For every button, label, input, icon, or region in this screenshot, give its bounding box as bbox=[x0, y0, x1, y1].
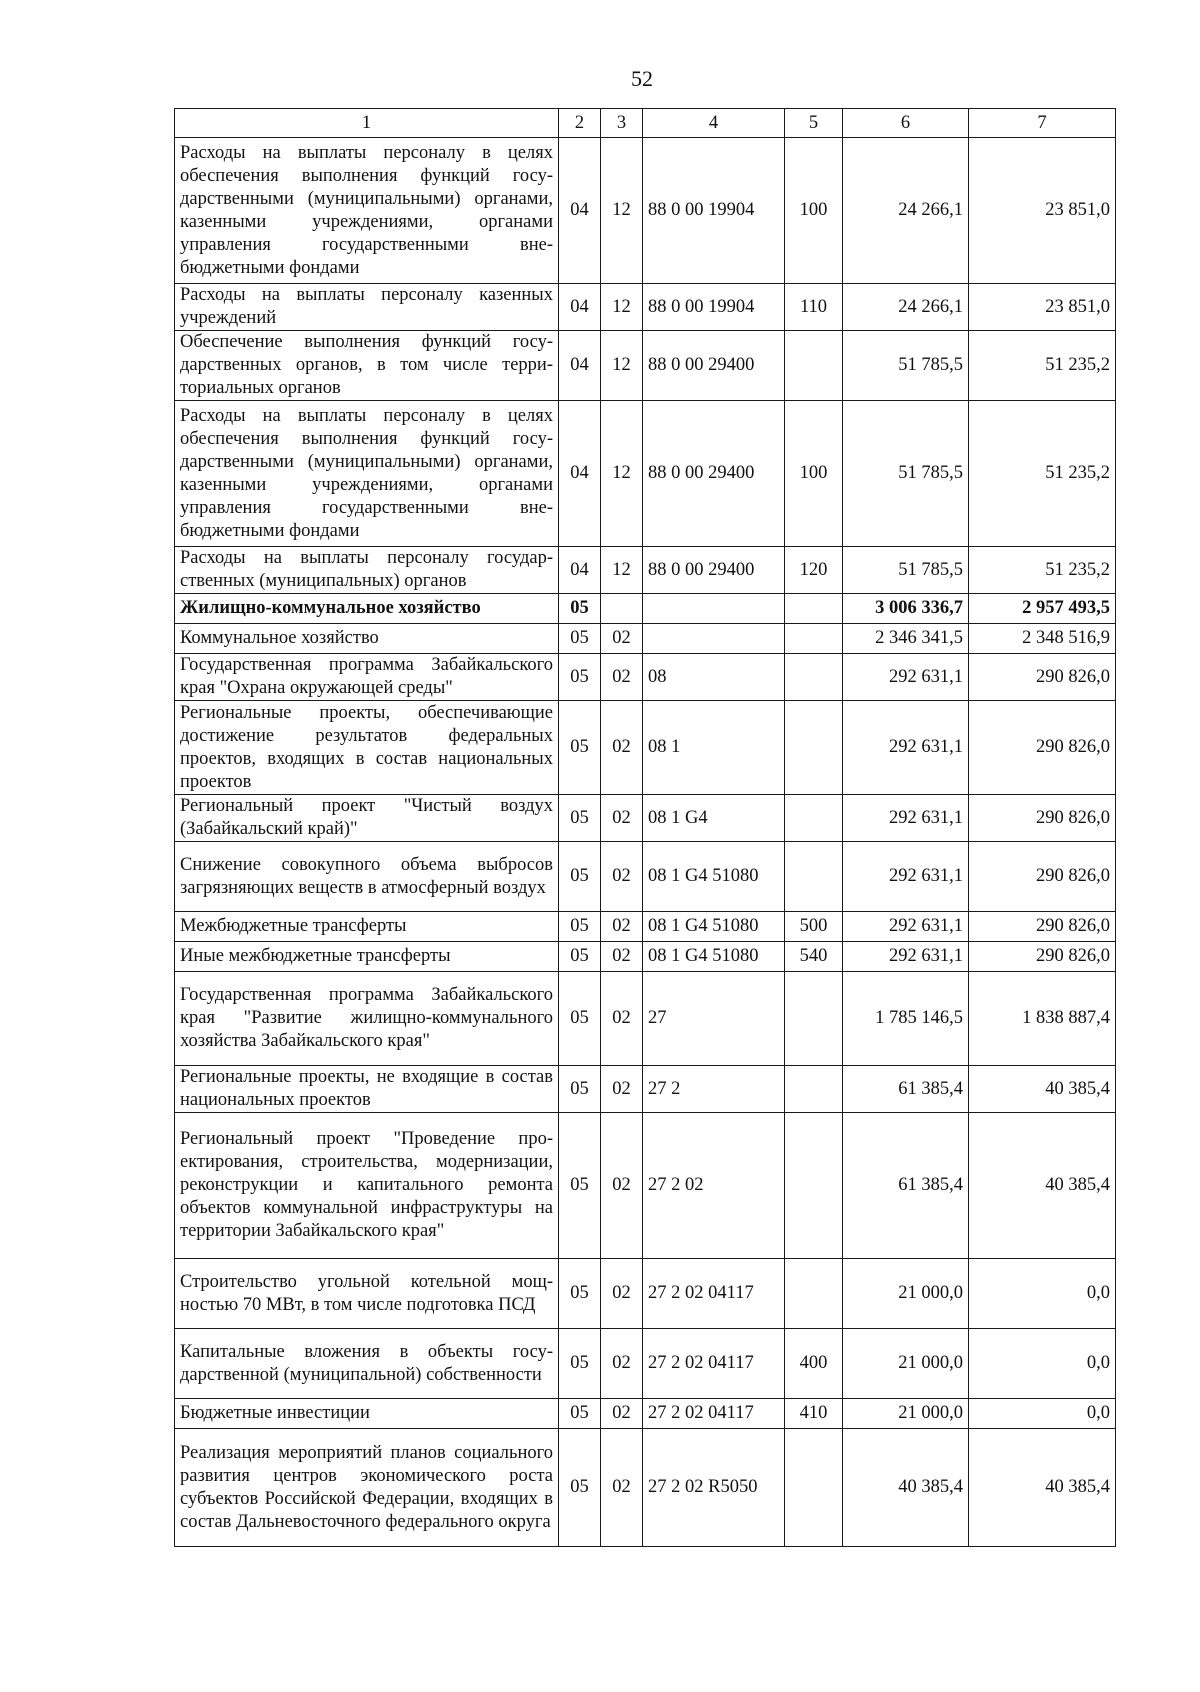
amount-year1-cell: 24 266,1 bbox=[843, 138, 969, 284]
expense-type-cell: 110 bbox=[785, 284, 843, 331]
row-name-cell: Строительство угольной котельной мощностью 70 МВт, в том числе подготовка ПСД bbox=[175, 1259, 559, 1329]
target-article-cell: 88 0 00 29400 bbox=[643, 331, 785, 401]
expense-type-cell: 410 bbox=[785, 1399, 843, 1429]
expense-type-cell: 400 bbox=[785, 1329, 843, 1399]
amount-year1-cell: 51 785,5 bbox=[843, 401, 969, 547]
expense-type-cell bbox=[785, 701, 843, 795]
target-article-cell: 27 2 02 bbox=[643, 1113, 785, 1259]
amount-year1-cell: 3 006 336,7 bbox=[843, 594, 969, 624]
target-article-cell: 27 bbox=[643, 972, 785, 1066]
table-row bbox=[175, 972, 1116, 1066]
section-code-cell: 05 bbox=[559, 701, 601, 795]
section-code-cell: 04 bbox=[559, 284, 601, 331]
section-code-cell: 05 bbox=[559, 912, 601, 942]
amount-year1-cell: 292 631,1 bbox=[843, 842, 969, 912]
header-cell: 1 bbox=[175, 109, 559, 138]
amount-year2-cell: 2 957 493,5 bbox=[969, 594, 1116, 624]
expense-type-cell bbox=[785, 1113, 843, 1259]
section-code-cell: 04 bbox=[559, 138, 601, 284]
subsection-code-cell: 12 bbox=[601, 401, 643, 547]
target-article-cell: 08 bbox=[643, 654, 785, 701]
row-name-cell: Бюджетные инвестиции bbox=[175, 1399, 559, 1429]
amount-year2-cell: 2 348 516,9 bbox=[969, 624, 1116, 654]
header-cell: 7 bbox=[969, 109, 1116, 138]
subsection-code-cell: 12 bbox=[601, 547, 643, 594]
section-code-cell: 05 bbox=[559, 1429, 601, 1547]
amount-year1-cell: 292 631,1 bbox=[843, 912, 969, 942]
amount-year1-cell: 61 385,4 bbox=[843, 1113, 969, 1259]
table-row bbox=[175, 701, 1116, 795]
budget-table bbox=[174, 108, 1116, 1547]
amount-year2-cell: 51 235,2 bbox=[969, 331, 1116, 401]
expense-type-cell bbox=[785, 594, 843, 624]
amount-year2-cell: 290 826,0 bbox=[969, 842, 1116, 912]
table-row bbox=[175, 842, 1116, 912]
subsection-code-cell: 02 bbox=[601, 1113, 643, 1259]
expense-type-cell bbox=[785, 624, 843, 654]
expense-type-cell: 100 bbox=[785, 401, 843, 547]
row-name-cell: Расходы на выплаты персоналу в целях обеспечения выполнения функций государственными (муниципальными) органами, казенными учреждениями, органами управления государственными внебюджетными фондами bbox=[175, 401, 559, 547]
target-article-cell: 08 1 G4 bbox=[643, 795, 785, 842]
amount-year2-cell: 23 851,0 bbox=[969, 284, 1116, 331]
table-row bbox=[175, 795, 1116, 842]
amount-year2-cell: 290 826,0 bbox=[969, 795, 1116, 842]
subsection-code-cell: 02 bbox=[601, 1429, 643, 1547]
row-name-cell: Государственная программа Забайкальского края "Развитие жилищно-коммунального хозяйства Забайкальского края" bbox=[175, 972, 559, 1066]
target-article-cell: 27 2 02 04117 bbox=[643, 1329, 785, 1399]
table-row bbox=[175, 1329, 1116, 1399]
section-code-cell: 05 bbox=[559, 594, 601, 624]
section-code-cell: 05 bbox=[559, 654, 601, 701]
amount-year2-cell: 290 826,0 bbox=[969, 654, 1116, 701]
row-name-cell: Реализация мероприятий планов социального развития центров экономического роста субъектов Российской Федерации, входящих в состав Дальневосточного федерального округа bbox=[175, 1429, 559, 1547]
subsection-code-cell: 02 bbox=[601, 795, 643, 842]
subsection-code-cell: 02 bbox=[601, 1399, 643, 1429]
amount-year1-cell: 51 785,5 bbox=[843, 547, 969, 594]
expense-type-cell: 100 bbox=[785, 138, 843, 284]
amount-year2-cell: 290 826,0 bbox=[969, 942, 1116, 972]
target-article-cell bbox=[643, 624, 785, 654]
subsection-code-cell: 02 bbox=[601, 701, 643, 795]
header-row bbox=[175, 109, 1116, 138]
subsection-code-cell: 02 bbox=[601, 654, 643, 701]
target-article-cell: 27 2 02 04117 bbox=[643, 1259, 785, 1329]
amount-year2-cell: 51 235,2 bbox=[969, 401, 1116, 547]
row-name-cell: Региональный проект "Чистый воздух (Забайкальский край)" bbox=[175, 795, 559, 842]
subsection-code-cell: 02 bbox=[601, 972, 643, 1066]
section-code-cell: 05 bbox=[559, 972, 601, 1066]
header-cell: 6 bbox=[843, 109, 969, 138]
row-name-cell: Расходы на выплаты персоналу в целях обеспечения выполнения функций государственными (муниципальными) органами, казенными учреждениями, органами управления государственными внебюджетными фондами bbox=[175, 138, 559, 284]
target-article-cell: 08 1 G4 51080 bbox=[643, 942, 785, 972]
amount-year1-cell: 61 385,4 bbox=[843, 1066, 969, 1113]
amount-year1-cell: 21 000,0 bbox=[843, 1259, 969, 1329]
table-row bbox=[175, 624, 1116, 654]
subsection-code-cell: 02 bbox=[601, 1259, 643, 1329]
expense-type-cell bbox=[785, 331, 843, 401]
section-code-cell: 04 bbox=[559, 547, 601, 594]
target-article-cell: 88 0 00 19904 bbox=[643, 284, 785, 331]
amount-year1-cell: 1 785 146,5 bbox=[843, 972, 969, 1066]
amount-year1-cell: 21 000,0 bbox=[843, 1399, 969, 1429]
row-name-cell: Расходы на выплаты персоналу государственных (муниципальных) органов bbox=[175, 547, 559, 594]
amount-year1-cell: 292 631,1 bbox=[843, 795, 969, 842]
row-name-cell: Региональный проект "Проведение проектирования, строительства, модернизации, реконструкции и капитального ремонта объектов коммунальной инфраструктуры на территории Забайкальского края" bbox=[175, 1113, 559, 1259]
table-row bbox=[175, 138, 1116, 284]
amount-year2-cell: 290 826,0 bbox=[969, 912, 1116, 942]
amount-year2-cell: 0,0 bbox=[969, 1259, 1116, 1329]
subsection-code-cell: 02 bbox=[601, 942, 643, 972]
subsection-code-cell: 12 bbox=[601, 138, 643, 284]
table-row bbox=[175, 1113, 1116, 1259]
subsection-code-cell: 12 bbox=[601, 331, 643, 401]
target-article-cell: 08 1 G4 51080 bbox=[643, 912, 785, 942]
row-name-cell: Государственная программа Забайкальского края "Охрана окружающей среды" bbox=[175, 654, 559, 701]
table-row bbox=[175, 1429, 1116, 1547]
subsection-code-cell: 02 bbox=[601, 1066, 643, 1113]
target-article-cell: 88 0 00 29400 bbox=[643, 547, 785, 594]
expense-type-cell bbox=[785, 795, 843, 842]
table-row bbox=[175, 401, 1116, 547]
expense-type-cell: 500 bbox=[785, 912, 843, 942]
subsection-code-cell bbox=[601, 594, 643, 624]
target-article-cell bbox=[643, 594, 785, 624]
section-code-cell: 05 bbox=[559, 795, 601, 842]
row-name-cell: Региональные проекты, обеспечивающие достижение результатов федеральных проектов, входящих в состав национальных проектов bbox=[175, 701, 559, 795]
header-cell: 3 bbox=[601, 109, 643, 138]
expense-type-cell bbox=[785, 972, 843, 1066]
expense-type-cell bbox=[785, 1429, 843, 1547]
section-code-cell: 05 bbox=[559, 1066, 601, 1113]
row-name-cell: Региональные проекты, не входящие в состав национальных проектов bbox=[175, 1066, 559, 1113]
table-row bbox=[175, 1399, 1116, 1429]
table-row bbox=[175, 547, 1116, 594]
table-row bbox=[175, 654, 1116, 701]
subsection-code-cell: 02 bbox=[601, 912, 643, 942]
amount-year2-cell: 290 826,0 bbox=[969, 701, 1116, 795]
header-cell: 2 bbox=[559, 109, 601, 138]
expense-type-cell bbox=[785, 1259, 843, 1329]
row-name-cell: Капитальные вложения в объекты государственной (муниципальной) собственности bbox=[175, 1329, 559, 1399]
amount-year1-cell: 24 266,1 bbox=[843, 284, 969, 331]
amount-year1-cell: 51 785,5 bbox=[843, 331, 969, 401]
amount-year2-cell: 0,0 bbox=[969, 1399, 1116, 1429]
row-name-cell: Коммунальное хозяйство bbox=[175, 624, 559, 654]
expense-type-cell bbox=[785, 842, 843, 912]
section-code-cell: 05 bbox=[559, 842, 601, 912]
row-name-cell: Обеспечение выполнения функций государственных органов, в том числе территориальных органов bbox=[175, 331, 559, 401]
amount-year2-cell: 0,0 bbox=[969, 1329, 1116, 1399]
target-article-cell: 08 1 bbox=[643, 701, 785, 795]
table-row bbox=[175, 594, 1116, 624]
subsection-code-cell: 02 bbox=[601, 1329, 643, 1399]
table-row bbox=[175, 1259, 1116, 1329]
section-code-cell: 05 bbox=[559, 624, 601, 654]
amount-year2-cell: 51 235,2 bbox=[969, 547, 1116, 594]
target-article-cell: 27 2 02 R5050 bbox=[643, 1429, 785, 1547]
expense-type-cell: 540 bbox=[785, 942, 843, 972]
target-article-cell: 27 2 02 04117 bbox=[643, 1399, 785, 1429]
page-number: 52 bbox=[631, 66, 653, 91]
section-code-cell: 05 bbox=[559, 1259, 601, 1329]
amount-year1-cell: 2 346 341,5 bbox=[843, 624, 969, 654]
target-article-cell: 88 0 00 19904 bbox=[643, 138, 785, 284]
target-article-cell: 88 0 00 29400 bbox=[643, 401, 785, 547]
amount-year2-cell: 1 838 887,4 bbox=[969, 972, 1116, 1066]
amount-year2-cell: 23 851,0 bbox=[969, 138, 1116, 284]
expense-type-cell: 120 bbox=[785, 547, 843, 594]
row-name-cell: Межбюджетные трансферты bbox=[175, 912, 559, 942]
section-code-cell: 04 bbox=[559, 331, 601, 401]
target-article-cell: 27 2 bbox=[643, 1066, 785, 1113]
table-row bbox=[175, 331, 1116, 401]
row-name-cell: Расходы на выплаты персоналу казенных учреждений bbox=[175, 284, 559, 331]
section-code-cell: 04 bbox=[559, 401, 601, 547]
section-code-cell: 05 bbox=[559, 1399, 601, 1429]
amount-year1-cell: 292 631,1 bbox=[843, 942, 969, 972]
table-row bbox=[175, 942, 1116, 972]
target-article-cell: 08 1 G4 51080 bbox=[643, 842, 785, 912]
amount-year2-cell: 40 385,4 bbox=[969, 1429, 1116, 1547]
amount-year1-cell: 292 631,1 bbox=[843, 654, 969, 701]
section-code-cell: 05 bbox=[559, 942, 601, 972]
amount-year2-cell: 40 385,4 bbox=[969, 1113, 1116, 1259]
expense-type-cell bbox=[785, 654, 843, 701]
table-row bbox=[175, 1066, 1116, 1113]
amount-year1-cell: 40 385,4 bbox=[843, 1429, 969, 1547]
table-row bbox=[175, 912, 1116, 942]
subsection-code-cell: 02 bbox=[601, 624, 643, 654]
header-cell: 4 bbox=[643, 109, 785, 138]
header-cell: 5 bbox=[785, 109, 843, 138]
amount-year1-cell: 21 000,0 bbox=[843, 1329, 969, 1399]
row-name-cell: Жилищно-коммунальное хозяйство bbox=[175, 594, 559, 624]
section-code-cell: 05 bbox=[559, 1329, 601, 1399]
expense-type-cell bbox=[785, 1066, 843, 1113]
subsection-code-cell: 12 bbox=[601, 284, 643, 331]
row-name-cell: Иные межбюджетные трансферты bbox=[175, 942, 559, 972]
subsection-code-cell: 02 bbox=[601, 842, 643, 912]
table-row bbox=[175, 284, 1116, 331]
section-code-cell: 05 bbox=[559, 1113, 601, 1259]
amount-year1-cell: 292 631,1 bbox=[843, 701, 969, 795]
amount-year2-cell: 40 385,4 bbox=[969, 1066, 1116, 1113]
row-name-cell: Снижение совокупного объема выбросов загрязняющих веществ в атмосферный воздух bbox=[175, 842, 559, 912]
